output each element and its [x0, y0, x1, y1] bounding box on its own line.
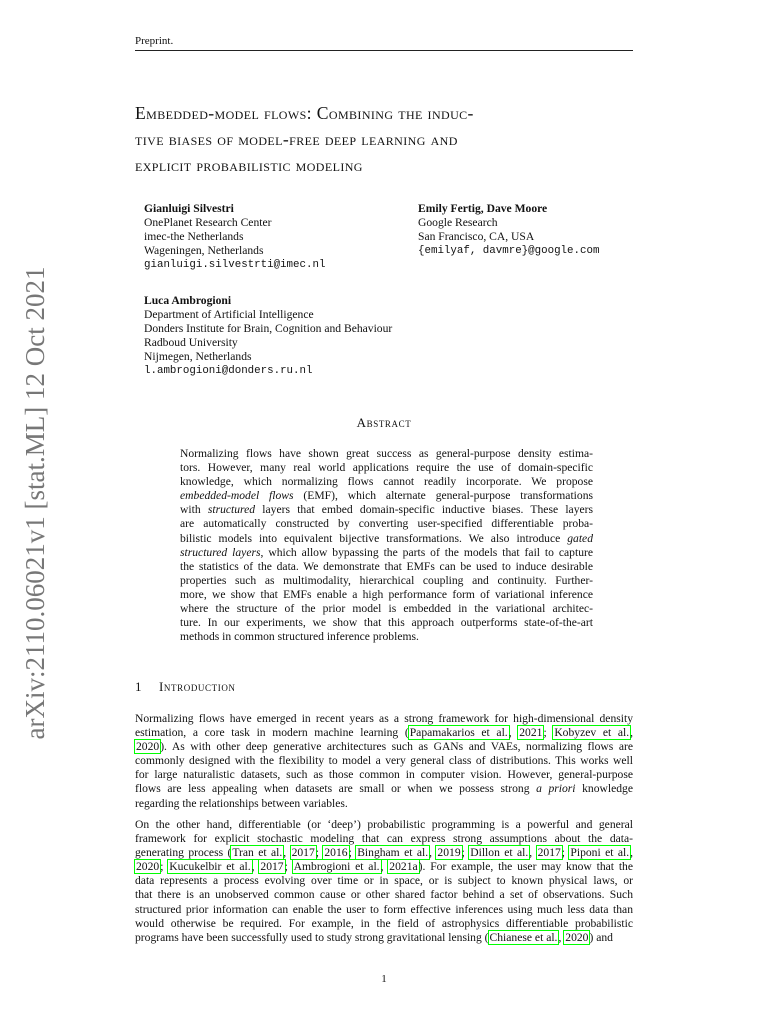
abstract-body: [180, 447, 593, 644]
citation-link[interactable]: 2017: [260, 860, 284, 874]
citation-link[interactable]: 2017: [537, 846, 561, 860]
intro-paragraph: [135, 712, 633, 811]
section-heading: [135, 678, 435, 696]
author-name: Gianluigi Silvestri: [144, 202, 234, 215]
author-block-silvestri: [144, 202, 325, 272]
title-line: explicit probabilistic modeling: [135, 154, 363, 175]
text-line: structured prior information can enable the user to form effective inferences using much less data than: [135, 902, 633, 916]
running-header: Preprint.: [135, 34, 633, 51]
paper-title: [135, 101, 640, 178]
citation-link[interactable]: 2017: [291, 846, 315, 860]
citation-link[interactable]: 2020: [136, 740, 160, 754]
text-line: commonly designed with the flexibility to model a very general class of distributions. This works well: [135, 754, 633, 768]
author-affiliation: OnePlanet Research Center: [144, 216, 272, 230]
citation-link[interactable]: Kucukelbir et al.: [169, 860, 251, 874]
author-affiliation: Donders Institute for Brain, Cognition and Behaviour: [144, 322, 393, 336]
text-line: are automatically constructed by converting user-specified differentiable proba-: [180, 517, 593, 531]
author-affiliation: Nijmegen, Netherlands: [144, 350, 252, 364]
emphasis-text: structured layers: [180, 545, 261, 559]
author-affiliation: Wageningen, Netherlands: [144, 244, 264, 258]
citation-link[interactable]: 2020: [565, 930, 589, 944]
abstract-heading: Abstract: [356, 415, 412, 430]
text-line: structured layers, which allow bypassing the parts of the models that fail to capture: [180, 545, 593, 559]
author-name: Emily Fertig, Dave Moore: [418, 202, 548, 215]
text-line: methods in common structured inference problems.: [180, 630, 419, 644]
text-line: framework for explicit stochastic modeling that can express strong assumptions about the data-: [135, 832, 633, 846]
text-line: embedded-model flows (EMF), which alternate general-purpose transformations: [180, 489, 593, 503]
text-line: more, we show that EMFs enable a high performance form of variational inference: [180, 587, 593, 601]
section-number: 1: [135, 679, 142, 694]
author-block-fertig-moore: [418, 202, 599, 258]
text-line: Normalizing flows have shown great success as general-purpose density estima-: [180, 447, 593, 460]
author-email[interactable]: l.ambrogioni@donders.ru.nl: [144, 365, 313, 378]
text-line: for large naturalistic datasets, such as those common in computer vision. However, general-purpose: [135, 768, 633, 782]
text-line: where the structure of the prior model is embedded in the variational architec-: [180, 602, 593, 616]
text-line: bilistic models into equivalent bijective transformations. We also introduce gated: [180, 531, 593, 545]
text-line: generating process (Tran et al., 2017; 2016; Bingham et al., 2019; Dillon et al., 2017; Piponi et al.,: [135, 846, 634, 860]
citation-link[interactable]: 2016: [324, 846, 348, 860]
text-line: with structured layers that embed domain-specific inductive biases. These layers: [180, 503, 594, 517]
author-name: Luca Ambrogioni: [144, 294, 232, 307]
title-line: tive biases of model-free deep learning and: [135, 128, 458, 149]
citation-link[interactable]: Papamakarios et al.: [409, 726, 508, 740]
text-line: properties such as multimodality, hierarchical coupling and continuity. Further-: [180, 573, 593, 587]
text-line: flows are less appealing when datasets are small or when we possess strong a priori knowledge: [135, 782, 633, 796]
citation-link[interactable]: 2019: [437, 846, 461, 860]
title-line: Embedded-model flows: Combining the induc-: [135, 103, 474, 123]
citation-link[interactable]: 2021a: [389, 860, 418, 874]
text-line: that there is an unobserved common cause or other shared factor behind a set of observations. Such: [135, 888, 633, 902]
text-line: Normalizing flows have emerged in recent years as a strong framework for high-dimensional density: [135, 712, 633, 725]
text-line: data represents a process evolving over time or in space, or is subject to known physical laws, or: [135, 874, 633, 888]
author-affiliation: Google Research: [418, 216, 498, 230]
intro-paragraph: [135, 818, 633, 945]
author-affiliation: San Francisco, CA, USA: [418, 230, 535, 244]
section-title: Introduction: [159, 679, 236, 694]
citation-link[interactable]: 2021: [519, 726, 543, 740]
page-number: 1: [381, 973, 387, 985]
author-affiliation: Radboud University: [144, 336, 238, 350]
text-line: regarding the relationships between variables.: [135, 796, 348, 810]
citation-link[interactable]: Tran et al.: [232, 846, 283, 860]
citation-link[interactable]: Dillon et al.: [470, 846, 529, 860]
text-line: 2020). As with other deep generative architectures such as GANs and VAEs, normalizing flows are: [136, 740, 633, 754]
author-affiliation: imec-the Netherlands: [144, 230, 244, 244]
citation-link[interactable]: 2020: [136, 860, 160, 874]
emphasis-text: embedded-model flows: [180, 489, 294, 503]
text-line: tors. However, many real world applications require the use of domain-specific: [180, 461, 593, 475]
text-line: would otherwise be required. For example, in the field of astrophysics differentiable probabilistic: [135, 916, 633, 930]
emphasis-text: gated: [567, 531, 593, 545]
author-affiliation: Department of Artificial Intelligence: [144, 308, 314, 322]
text-line: knowledge, which normalizing flows cannot readily incorporate. We propose: [180, 475, 593, 489]
text-line: programs have been successfully used to study strong gravitational lensing (Chianese et al., 2020) and: [135, 930, 613, 944]
text-line: the statistics of the data. We demonstrate that EMFs can be used to induce desirable: [180, 559, 593, 573]
text-line: 2020; Kucukelbir et al., 2017; Ambrogioni et al., 2021a). For example, the user may know that the: [136, 860, 633, 874]
author-email[interactable]: gianluigi.silvestrti@imec.nl: [144, 259, 326, 272]
arxiv-identifier-stamp: arXiv:2110.06021v1 [stat.ML] 12 Oct 2021: [20, 266, 50, 740]
author-block-ambrogioni: [144, 294, 392, 379]
citation-link[interactable]: Piponi et al.: [570, 846, 630, 860]
citation-link[interactable]: Chianese et al.: [489, 930, 558, 944]
citation-link[interactable]: Bingham et al.: [357, 846, 429, 860]
author-email[interactable]: {emilyaf, davmre}@google.com: [418, 245, 600, 258]
text-line: estimation, a core task in modern machine learning (Papamakarios et al., 2021; Kobyzev et al.,: [135, 726, 634, 740]
citation-link[interactable]: Ambrogioni et al.: [293, 860, 380, 874]
text-line: ture. In our experiments, we show that this approach outperforms state-of-the-art: [180, 616, 593, 630]
text-line: On the other hand, differentiable (or ‘deep’) probabilistic programming is a powerful and general: [135, 818, 633, 831]
emphasis-text: a priori: [536, 782, 576, 796]
emphasis-text: structured: [207, 503, 256, 517]
citation-link[interactable]: Kobyzev et al.: [554, 726, 630, 740]
